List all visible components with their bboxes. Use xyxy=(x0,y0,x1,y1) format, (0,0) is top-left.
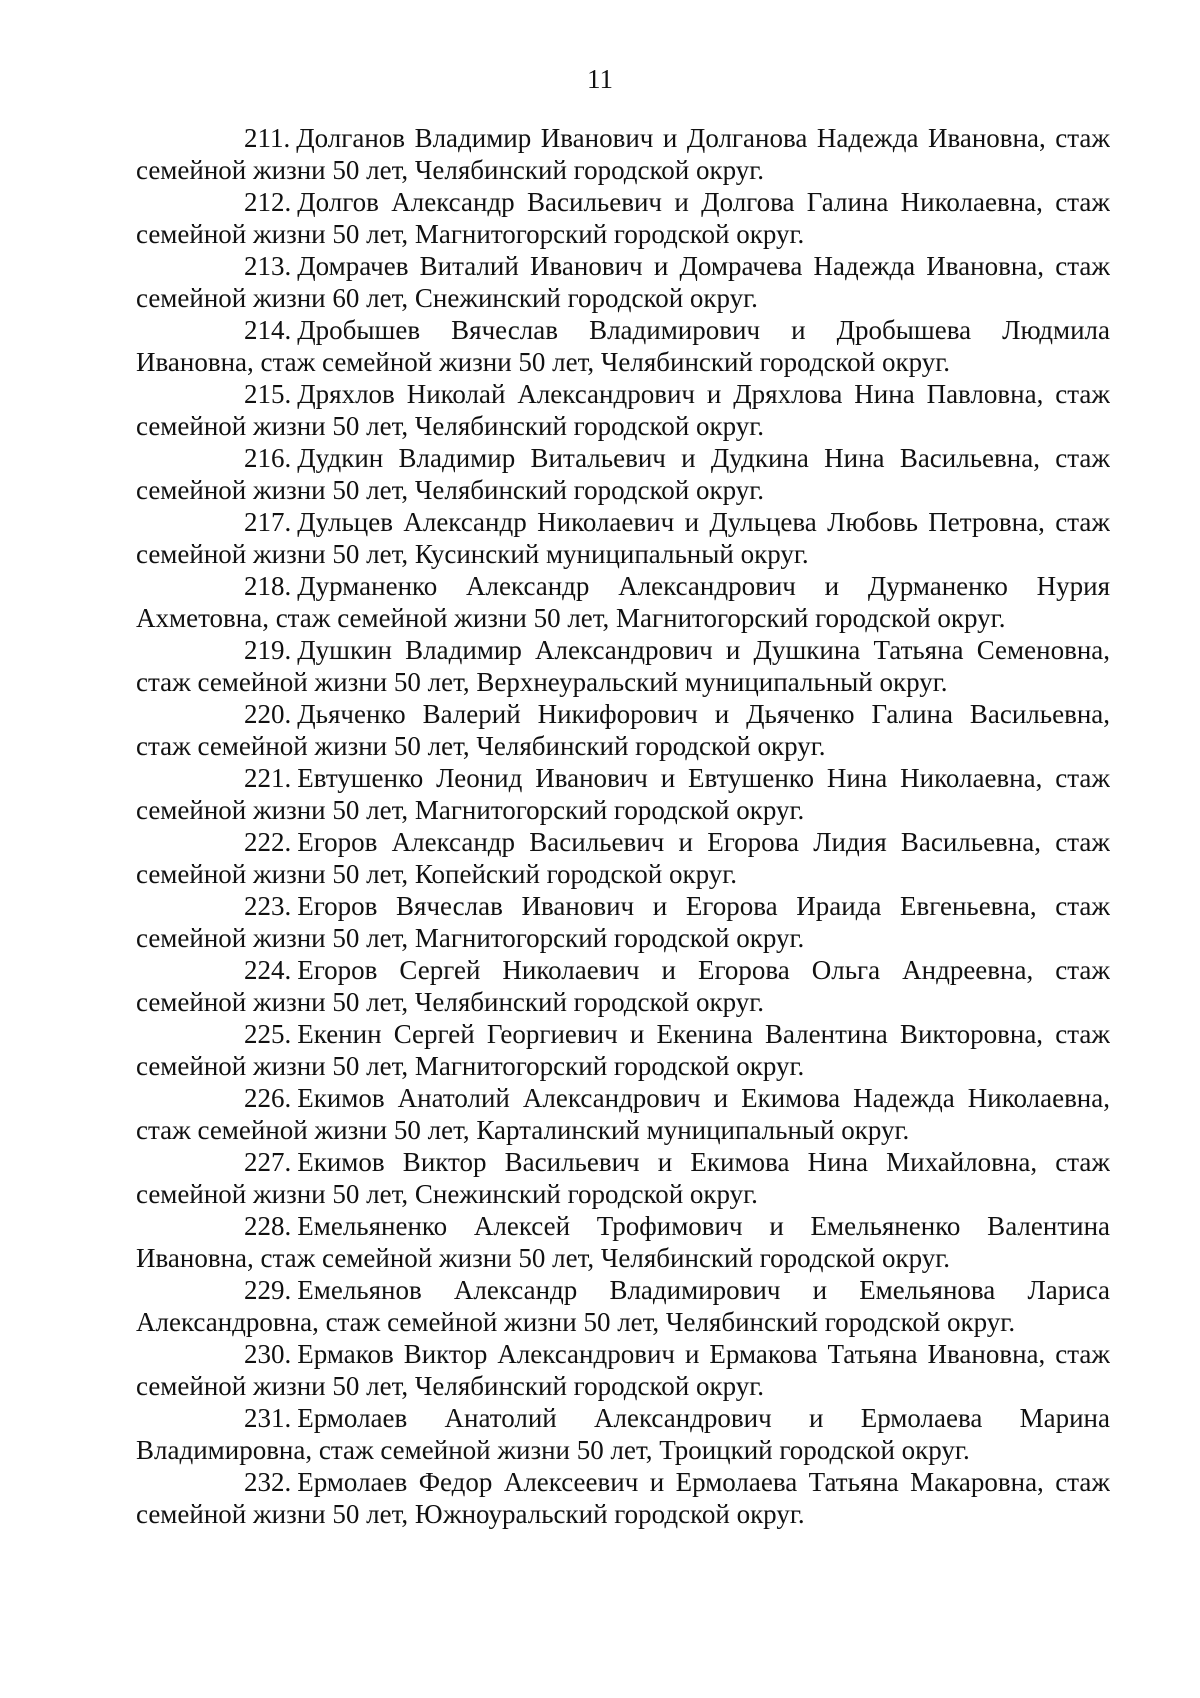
list-item xyxy=(136,1338,1110,1402)
item-number: 211. xyxy=(244,123,291,153)
item-text: Дульцев Александр Николаевич и Дульцева Любовь Петровна, стаж семейной жизни 50 лет, Кусинский муниципальный округ. xyxy=(136,507,1110,569)
item-text: Емельянов Александр Владимирович и Емельянова Лариса Александровна, стаж семейной жизни 50 лет, Челябинский городской округ. xyxy=(136,1275,1110,1337)
item-text: Екенин Сергей Георгиевич и Екенина Валентина Викторовна, стаж семейной жизни 50 лет, Магнитогорский городской округ. xyxy=(136,1019,1110,1081)
item-text: Екимов Анатолий Александрович и Екимова Надежда Николаевна, стаж семейной жизни 50 лет, Карталинский муниципальный округ. xyxy=(136,1083,1110,1145)
list-item xyxy=(136,762,1110,826)
item-number: 223. xyxy=(244,891,292,921)
list-item xyxy=(136,122,1110,186)
item-text: Ермолаев Федор Алексеевич и Ермолаева Татьяна Макаровна, стаж семейной жизни 50 лет, Южноуральский городской округ. xyxy=(136,1467,1110,1529)
list-item xyxy=(136,1082,1110,1146)
item-number: 229. xyxy=(244,1275,292,1305)
list-item xyxy=(136,570,1110,634)
list-item xyxy=(136,378,1110,442)
list-item xyxy=(136,634,1110,698)
list-item xyxy=(136,1402,1110,1466)
list-item xyxy=(136,698,1110,762)
item-number: 222. xyxy=(244,827,292,857)
item-number: 228. xyxy=(244,1211,292,1241)
item-number: 232. xyxy=(244,1467,292,1497)
item-text: Емельяненко Алексей Трофимович и Емельяненко Валентина Ивановна, стаж семейной жизни 50 лет, Челябинский городской округ. xyxy=(136,1211,1110,1273)
item-number: 231. xyxy=(244,1403,292,1433)
list-item xyxy=(136,954,1110,1018)
item-text: Егоров Вячеслав Иванович и Егорова Ираида Евгеньевна, стаж семейной жизни 50 лет, Магнитогорский городской округ. xyxy=(136,891,1110,953)
item-text: Душкин Владимир Александрович и Душкина Татьяна Семеновна, стаж семейной жизни 50 лет, Верхнеуральский муниципальный округ. xyxy=(136,635,1110,697)
list-item xyxy=(136,1018,1110,1082)
item-number: 226. xyxy=(244,1083,292,1113)
list-item xyxy=(136,1274,1110,1338)
item-number: 215. xyxy=(244,379,292,409)
item-text: Дьяченко Валерий Никифорович и Дьяченко Галина Васильевна, стаж семейной жизни 50 лет, Челябинский городской округ. xyxy=(136,699,1110,761)
item-number: 212. xyxy=(244,187,292,217)
item-text: Екимов Виктор Васильевич и Екимова Нина Михайловна, стаж семейной жизни 50 лет, Снежинский городской округ. xyxy=(136,1147,1110,1209)
item-text: Дробышев Вячеслав Владимирович и Дробышева Людмила Ивановна, стаж семейной жизни 50 лет, Челябинский городской округ. xyxy=(136,315,1110,377)
item-number: 220. xyxy=(244,699,292,729)
list-item xyxy=(136,1146,1110,1210)
list-item xyxy=(136,1466,1110,1530)
item-number: 230. xyxy=(244,1339,292,1369)
item-number: 224. xyxy=(244,955,292,985)
list-item xyxy=(136,890,1110,954)
item-number: 221. xyxy=(244,763,292,793)
item-number: 227. xyxy=(244,1147,292,1177)
list-item xyxy=(136,186,1110,250)
award-list xyxy=(136,122,1110,1530)
item-number: 218. xyxy=(244,571,292,601)
item-text: Ермолаев Анатолий Александрович и Ермолаева Марина Владимировна, стаж семейной жизни 50 лет, Троицкий городской округ. xyxy=(136,1403,1110,1465)
item-text: Егоров Александр Васильевич и Егорова Лидия Васильевна, стаж семейной жизни 50 лет, Копейский городской округ. xyxy=(136,827,1110,889)
item-text: Дудкин Владимир Витальевич и Дудкина Нина Васильевна, стаж семейной жизни 50 лет, Челябинский городской округ. xyxy=(136,443,1110,505)
list-item xyxy=(136,250,1110,314)
item-text: Долганов Владимир Иванович и Долганова Надежда Ивановна, стаж семейной жизни 50 лет, Челябинский городской округ. xyxy=(136,123,1110,185)
item-text: Егоров Сергей Николаевич и Егорова Ольга Андреевна, стаж семейной жизни 50 лет, Челябинский городской округ. xyxy=(136,955,1110,1017)
item-number: 216. xyxy=(244,443,292,473)
item-text: Ермаков Виктор Александрович и Ермакова Татьяна Ивановна, стаж семейной жизни 50 лет, Челябинский городской округ. xyxy=(136,1339,1110,1401)
item-text: Долгов Александр Васильевич и Долгова Галина Николаевна, стаж семейной жизни 50 лет, Магнитогорский городской округ. xyxy=(136,187,1110,249)
item-number: 214. xyxy=(244,315,292,345)
item-number: 217. xyxy=(244,507,292,537)
list-item xyxy=(136,314,1110,378)
list-item xyxy=(136,826,1110,890)
item-text: Евтушенко Леонид Иванович и Евтушенко Нина Николаевна, стаж семейной жизни 50 лет, Магнитогорский городской округ. xyxy=(136,763,1110,825)
page-number: 11 xyxy=(587,64,613,94)
item-text: Дурманенко Александр Александрович и Дурманенко Нурия Ахметовна, стаж семейной жизни 50 лет, Магнитогорский городской округ. xyxy=(136,571,1110,633)
item-number: 219. xyxy=(244,635,292,665)
list-item xyxy=(136,442,1110,506)
item-text: Домрачев Виталий Иванович и Домрачева Надежда Ивановна, стаж семейной жизни 60 лет, Снежинский городской округ. xyxy=(136,251,1110,313)
item-text: Дряхлов Николай Александрович и Дряхлова Нина Павловна, стаж семейной жизни 50 лет, Челябинский городской округ. xyxy=(136,379,1110,441)
list-item xyxy=(136,506,1110,570)
item-number: 213. xyxy=(244,251,292,281)
list-item xyxy=(136,1210,1110,1274)
item-number: 225. xyxy=(244,1019,292,1049)
